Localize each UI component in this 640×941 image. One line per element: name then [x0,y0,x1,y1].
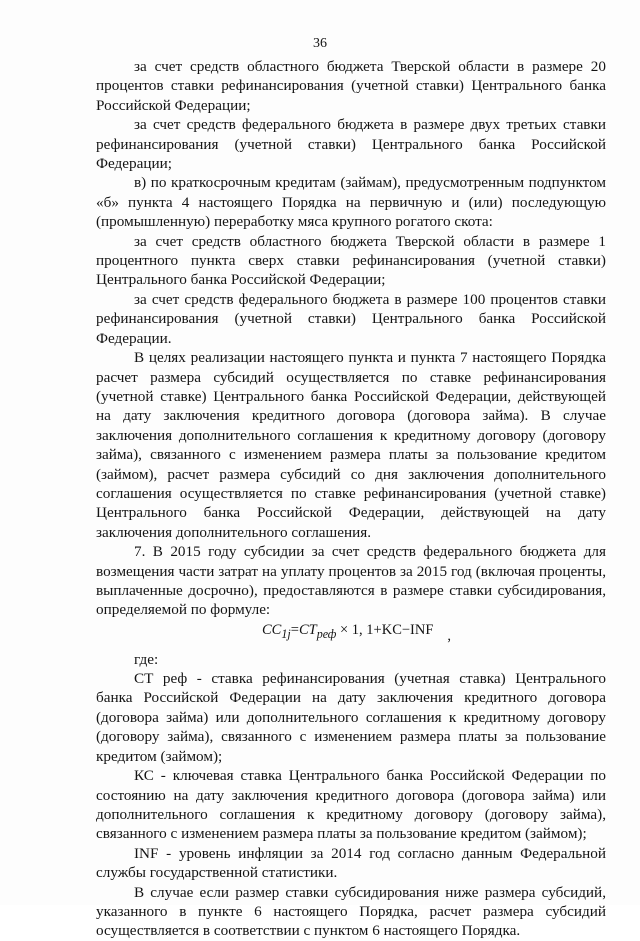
paragraph: за счет средств федерального бюджета в размере двух третьих ставки рефинансирования (учетной ставки) Центрального банка Российской Федерации; [96,116,606,173]
paragraph: в) по краткосрочным кредитам (займам), предусмотренным подпунктом «б» пункта 4 настоящего Порядка на первичную и (или) последующую (промышленную) переработку мяса крупного рогатого скота: [96,174,606,231]
formula-lhs: CC [262,621,282,638]
formula-ct: CT [298,621,317,638]
formula-rest: × 1, 1+KC−INF [340,621,434,638]
page-number: 36 [313,36,327,51]
subsidy-formula [96,621,606,644]
document-body [96,57,606,941]
paragraph: INF - уровень инфляции за 2014 год согласно данным Федеральной службы государственной статистики. [96,844,606,882]
paragraph: 7. В 2015 году субсидии за счет средств федерального бюджета для возмещения части затрат на уплату процентов за 2015 год (включая проценты, выплаченные досрочно), предоставляются в размере ставки субсидирования, определяемой по формуле: [96,543,606,619]
paragraph: за счет средств федерального бюджета в размере 100 процентов ставки рефинансирования (учетной ставки) Центрального банка Российской Федерации. [96,290,606,347]
formula-ct-subscript: реф [316,626,337,641]
formula-comma: , [447,627,452,644]
formula-equals: = [290,621,299,638]
paragraph: В целях реализации настоящего пункта и пункта 7 настоящего Порядка расчет размера субсидий осуществляется по ставке рефинансирования (учетной ставке) Центрального банка Российской Федерации, действующей на дату заключения кредитного договора (договора займа). В случае заключения дополнительного соглашения к кредитному договору (договору займа), связанного с изменением размера платы за пользование кредитом (займом), расчет размера субсидий со дня заключения дополнительного соглашения осуществляется по ставке рефинансирования (учетной ставке) Центрального банка Российской Федерации, действующей на дату заключения дополнительного соглашения. [96,349,606,541]
paragraph: КС - ключевая ставка Центрального банка Российской Федерации по состоянию на дату заключения кредитного договора (договора займа) или дополнительного соглашения к кредитному договору (договору займа), связанного с изменением размера платы за пользование кредитом (займом); [96,767,606,843]
formula-lhs-subscript: 1j [281,626,291,641]
paragraph: В случае если размер ставки субсидирования ниже размера субсидий, указанного в пункте 6 настоящего Порядка, расчет размера субсидий осуществляется в соответствии с пунктом 6 настоящего Порядка. [96,883,606,940]
paragraph: где: [134,650,159,668]
paragraph: за счет средств областного бюджета Тверской области в размере 1 процентного пункта сверх ставки рефинансирования (учетной ставки) Центрального банка Российской Федерации; [96,232,606,289]
paragraph: за счет средств областного бюджета Тверской области в размере 20 процентов ставки рефинансирования (учетной ставки) Центрального банка Российской Федерации; [96,58,606,114]
paragraph: СТ реф - ставка рефинансирования (учетная ставка) Центрального банка Российской Федерации на дату заключения кредитного договора (договора займа) или дополнительного соглашения к кредитному договору (договору займа), связанного с изменением размера платы за пользование кредитом (займом); [96,670,606,765]
